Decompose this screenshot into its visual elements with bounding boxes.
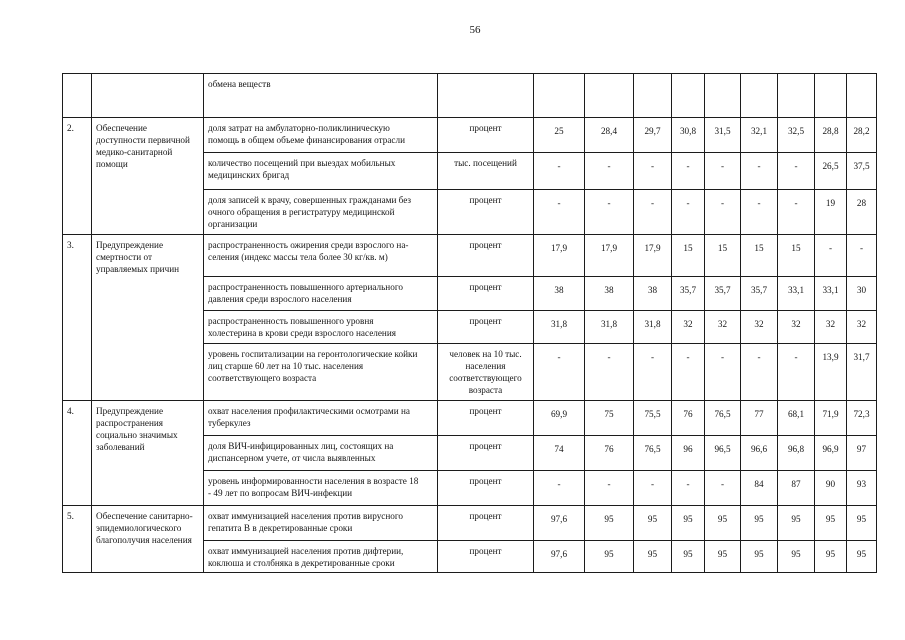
indicator-cell: распространенность ожирения среди взрослого на- селения (индекс массы тела более 30 кг/кв. м) xyxy=(204,235,438,277)
value-cell: 95 xyxy=(585,541,634,573)
value-cell: 76,5 xyxy=(705,401,741,436)
value-cell: 95 xyxy=(778,541,815,573)
value-cell: - xyxy=(705,153,741,190)
value-cell: 28,4 xyxy=(585,118,634,153)
section-name: Обеспечение доступности первичной медико-санитарной помощи xyxy=(92,118,204,235)
unit-cell: процент xyxy=(438,471,534,506)
table-row xyxy=(63,74,877,118)
value-cell: - xyxy=(534,344,585,401)
value-cell: 32 xyxy=(815,311,847,344)
unit-cell xyxy=(438,74,534,118)
value-cell xyxy=(778,74,815,118)
indicator-cell: распространенность повышенного уровня холестерина в крови среди взрослого населения xyxy=(204,311,438,344)
unit-cell: процент xyxy=(438,235,534,277)
value-cell: 32 xyxy=(741,311,778,344)
value-cell: 69,9 xyxy=(534,401,585,436)
value-cell: 31,5 xyxy=(705,118,741,153)
value-cell: 95 xyxy=(585,506,634,541)
value-cell: 31,8 xyxy=(534,311,585,344)
section-name: Предупреждение смертности от управляемых причин xyxy=(92,235,204,401)
indicator-cell: охват иммунизацией населения против вирусного гепатита В в декретированные сроки xyxy=(204,506,438,541)
unit-cell: тыс. посещений xyxy=(438,153,534,190)
value-cell: 32,1 xyxy=(741,118,778,153)
value-cell xyxy=(585,74,634,118)
value-cell: - xyxy=(634,471,672,506)
value-cell: - xyxy=(815,235,847,277)
section-number xyxy=(63,74,92,118)
value-cell: - xyxy=(705,344,741,401)
value-cell: 84 xyxy=(741,471,778,506)
value-cell: 75 xyxy=(585,401,634,436)
value-cell: - xyxy=(534,471,585,506)
value-cell: 32 xyxy=(705,311,741,344)
value-cell: 33,1 xyxy=(778,277,815,311)
value-cell: 77 xyxy=(741,401,778,436)
value-cell: 87 xyxy=(778,471,815,506)
value-cell: - xyxy=(534,190,585,235)
value-cell: 15 xyxy=(778,235,815,277)
value-cell: - xyxy=(778,190,815,235)
value-cell: 76 xyxy=(585,436,634,471)
value-cell: 17,9 xyxy=(634,235,672,277)
value-cell: 28,8 xyxy=(815,118,847,153)
value-cell: 17,9 xyxy=(534,235,585,277)
section-number: 5. xyxy=(63,506,92,573)
value-cell: 96 xyxy=(672,436,705,471)
unit-cell: процент xyxy=(438,118,534,153)
value-cell: 37,5 xyxy=(847,153,877,190)
value-cell xyxy=(705,74,741,118)
value-cell: 95 xyxy=(815,541,847,573)
indicator-cell: охват населения профилактическими осмотрами на туберкулез xyxy=(204,401,438,436)
indicator-cell: доля ВИЧ-инфицированных лиц, состоящих на диспансерном учете, от числа выявленных xyxy=(204,436,438,471)
value-cell: - xyxy=(634,190,672,235)
value-cell: 28,2 xyxy=(847,118,877,153)
value-cell: 35,7 xyxy=(705,277,741,311)
section-number: 2. xyxy=(63,118,92,235)
unit-cell: процент xyxy=(438,190,534,235)
value-cell: 32 xyxy=(778,311,815,344)
value-cell: 95 xyxy=(672,506,705,541)
value-cell xyxy=(672,74,705,118)
value-cell: - xyxy=(741,344,778,401)
value-cell xyxy=(534,74,585,118)
value-cell: 33,1 xyxy=(815,277,847,311)
value-cell: 32 xyxy=(847,311,877,344)
table-row xyxy=(63,401,877,436)
value-cell: 97,6 xyxy=(534,506,585,541)
value-cell: 35,7 xyxy=(672,277,705,311)
value-cell: 15 xyxy=(741,235,778,277)
indicator-cell: уровень госпитализации на геронтологические койки лиц старше 60 лет на 10 тыс. населения соответствующего возраста xyxy=(204,344,438,401)
value-cell: 38 xyxy=(585,277,634,311)
value-cell: - xyxy=(672,471,705,506)
value-cell: 32,5 xyxy=(778,118,815,153)
value-cell: 19 xyxy=(815,190,847,235)
value-cell: - xyxy=(705,471,741,506)
value-cell: 17,9 xyxy=(585,235,634,277)
value-cell: 95 xyxy=(705,541,741,573)
section-name: Предупреждение распространения социально значимых заболеваний xyxy=(92,401,204,506)
value-cell: - xyxy=(585,190,634,235)
unit-cell: процент xyxy=(438,436,534,471)
value-cell: 32 xyxy=(672,311,705,344)
table-body xyxy=(63,74,877,573)
value-cell xyxy=(741,74,778,118)
value-cell: 68,1 xyxy=(778,401,815,436)
table-row xyxy=(63,506,877,541)
value-cell: 13,9 xyxy=(815,344,847,401)
value-cell: - xyxy=(634,153,672,190)
value-cell: 90 xyxy=(815,471,847,506)
value-cell xyxy=(634,74,672,118)
value-cell xyxy=(847,74,877,118)
value-cell: 97,6 xyxy=(534,541,585,573)
section-number: 4. xyxy=(63,401,92,506)
value-cell: - xyxy=(847,235,877,277)
indicator-cell: доля записей к врачу, совершенных гражданами без очного обращения в регистратуру медицинской организации xyxy=(204,190,438,235)
indicator-cell: доля затрат на амбулаторно-поликлиническую помощь в общем объеме финансирования отрасли xyxy=(204,118,438,153)
indicator-cell: распространенность повышенного артериального давления среди взрослого населения xyxy=(204,277,438,311)
value-cell: 75,5 xyxy=(634,401,672,436)
value-cell: - xyxy=(585,153,634,190)
value-cell: 96,6 xyxy=(741,436,778,471)
value-cell: 95 xyxy=(741,541,778,573)
unit-cell: процент xyxy=(438,506,534,541)
indicator-cell: уровень информированности населения в возрасте 18 - 49 лет по вопросам ВИЧ-инфекции xyxy=(204,471,438,506)
unit-cell: процент xyxy=(438,541,534,573)
value-cell: 95 xyxy=(634,541,672,573)
value-cell: - xyxy=(705,190,741,235)
indicator-cell: количество посещений при выездах мобильных медицинских бригад xyxy=(204,153,438,190)
value-cell xyxy=(815,74,847,118)
value-cell: 96,8 xyxy=(778,436,815,471)
value-cell: 30 xyxy=(847,277,877,311)
value-cell: 95 xyxy=(705,506,741,541)
value-cell: - xyxy=(778,153,815,190)
value-cell: 31,7 xyxy=(847,344,877,401)
value-cell: - xyxy=(778,344,815,401)
section-number: 3. xyxy=(63,235,92,401)
indicator-cell: охват иммунизацией населения против дифтерии, коклюша и столбняка в декретированные сроки xyxy=(204,541,438,573)
value-cell: 28 xyxy=(847,190,877,235)
value-cell: 95 xyxy=(847,506,877,541)
value-cell: 96,9 xyxy=(815,436,847,471)
value-cell: 35,7 xyxy=(741,277,778,311)
value-cell: 76,5 xyxy=(634,436,672,471)
value-cell: - xyxy=(585,471,634,506)
value-cell: - xyxy=(534,153,585,190)
table-row xyxy=(63,235,877,277)
value-cell: 97 xyxy=(847,436,877,471)
value-cell: 29,7 xyxy=(634,118,672,153)
value-cell: 38 xyxy=(534,277,585,311)
value-cell: 25 xyxy=(534,118,585,153)
value-cell: - xyxy=(672,344,705,401)
unit-cell: процент xyxy=(438,277,534,311)
value-cell: 95 xyxy=(778,506,815,541)
value-cell: 15 xyxy=(672,235,705,277)
unit-cell: процент xyxy=(438,311,534,344)
value-cell: 95 xyxy=(672,541,705,573)
value-cell: - xyxy=(741,190,778,235)
value-cell: 31,8 xyxy=(585,311,634,344)
value-cell: - xyxy=(634,344,672,401)
value-cell: 74 xyxy=(534,436,585,471)
value-cell: 95 xyxy=(815,506,847,541)
value-cell: - xyxy=(672,190,705,235)
value-cell: 96,5 xyxy=(705,436,741,471)
table-row xyxy=(63,118,877,153)
value-cell: 15 xyxy=(705,235,741,277)
value-cell: 76 xyxy=(672,401,705,436)
value-cell: 95 xyxy=(847,541,877,573)
value-cell: 72,3 xyxy=(847,401,877,436)
value-cell: 71,9 xyxy=(815,401,847,436)
value-cell: 30,8 xyxy=(672,118,705,153)
page-number: 56 xyxy=(469,24,481,36)
value-cell: 95 xyxy=(634,506,672,541)
value-cell: - xyxy=(672,153,705,190)
indicators-table xyxy=(62,73,877,573)
section-name xyxy=(92,74,204,118)
indicator-cell: обмена веществ xyxy=(204,74,438,118)
value-cell: 95 xyxy=(741,506,778,541)
value-cell: - xyxy=(585,344,634,401)
value-cell: - xyxy=(741,153,778,190)
section-name: Обеспечение санитарно- эпидемиологического благополучия населения xyxy=(92,506,204,573)
value-cell: 26,5 xyxy=(815,153,847,190)
value-cell: 93 xyxy=(847,471,877,506)
value-cell: 31,8 xyxy=(634,311,672,344)
value-cell: 38 xyxy=(634,277,672,311)
unit-cell: человек на 10 тыс. населения соответствующего возраста xyxy=(438,344,534,401)
unit-cell: процент xyxy=(438,401,534,436)
